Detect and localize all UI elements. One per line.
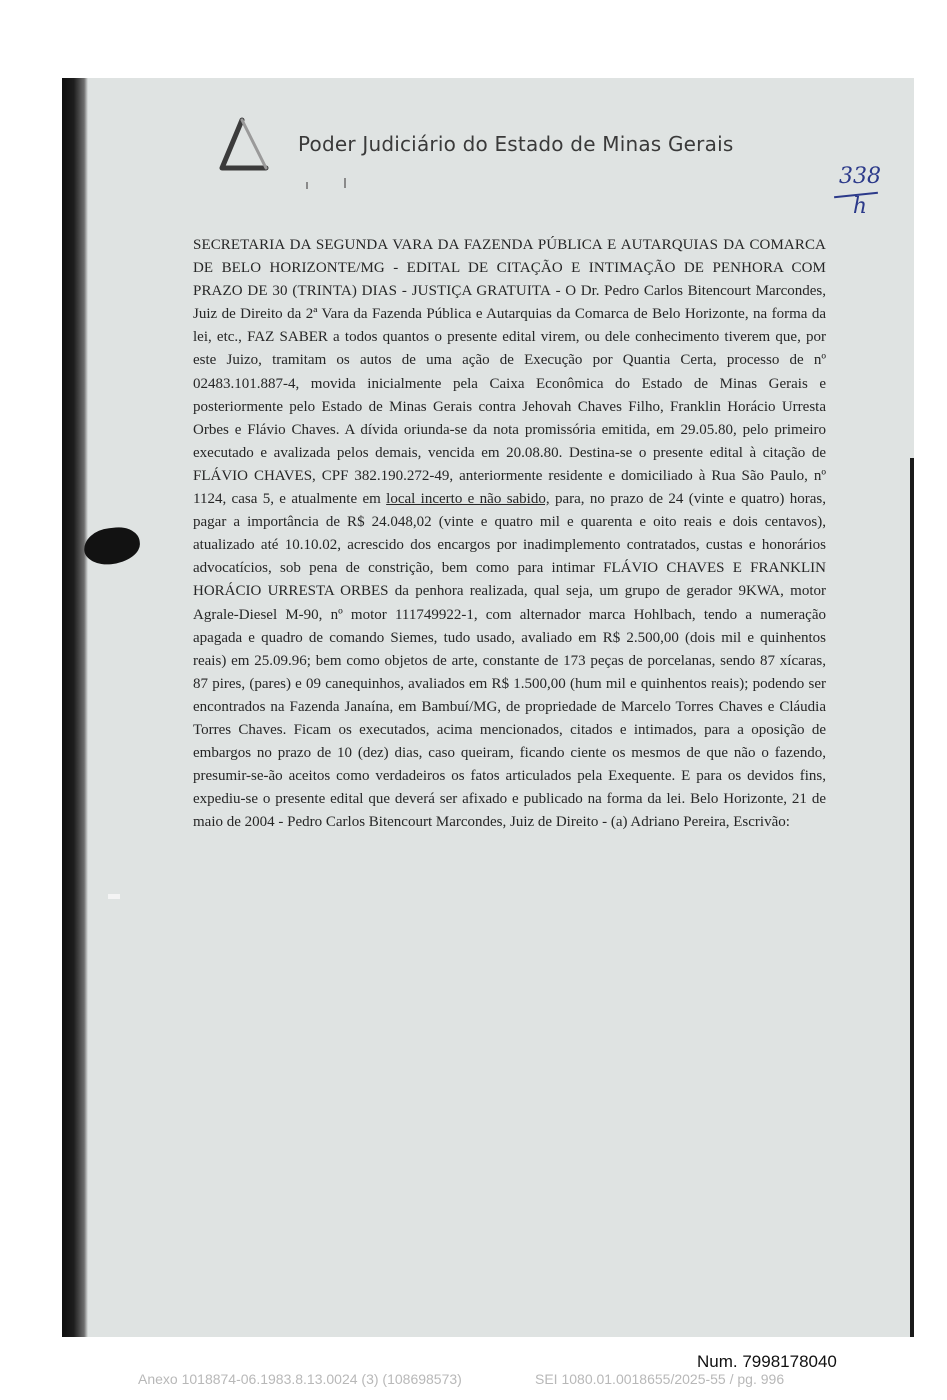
- scan-speck: [344, 178, 346, 188]
- judiciary-triangle-logo: [216, 114, 276, 174]
- scanned-page: [62, 78, 914, 1337]
- edital-text: [193, 234, 826, 834]
- edital-body-part-1: - O Dr. Pedro Carlos Bitencourt Marcondes, Juiz de Direito da 2ª Vara da Fazenda Pública e Autarquias da Comarca de Belo Horizonte, na forma da lei, etc., FAZ SABER a todos quantos o presente edital virem, ou dele conhecimento tiverem que, por este Juizo, tramitam os autos de uma ação de Execução por Quantia Certa, processo de nº 02483.101.887-4, movida inicialmente pela Caixa Econômica do Estado de Minas Gerais e posteriormente pelo Estado de Minas Gerais contra Jehovah Chaves Filho, Franklin Horácio Urresta Orbes e Flávio Chaves. A dívida oriunda-se da nota promissória emitida, em 29.05.80, pelo primeiro executado e avalizada pelos demais, vencida em 20.08.80. Destina-se o presente edital à citação de FLÁVIO CHAVES, CPF 382.190.272-49, anteriormente residente e domiciliado à Rua São Paulo, nº 1124, casa 5, e atualmente em: [193, 283, 827, 508]
- letterhead-title: Poder Judiciário do Estado de Minas Gerais: [298, 132, 734, 156]
- footer-annex-reference: Anexo 1018874-06.1983.8.13.0024 (3) (108698573): [138, 1371, 462, 1387]
- edital-body-part-2: para, no prazo de 24 (vinte e quatro) horas, pagar a importância de R$ 24.048,02 (vinte e quatro mil e quarenta e oito reais e dois centavos), atualizado até 10.10.02, acrescido dos encargos por inadimplemento contratados, custas e honorários advocatícios, sob pena de constrição, bem como para intimar FLÁVIO CHAVES E FRANKLIN HORÁCIO URRESTA ORBES da penhora realizada, qual seja, um grupo de gerador 9KWA, motor Agrale-Diesel M-90, nº motor 111749922-1, com alternador marca Hohlbach, tendo a numeração apagada e quadro de comando Siemes, tudo usado, avaliado em R$ 2.500,00 (dois mil e quinhentos reais) em 25.09.96; bem como objetos de arte, constante de 173 peças de porcelanas, sendo 87 xícaras, 87 pires, (pares) e 09 canequinhos, avaliados em R$ 1.500,00 (hum mil e quinhentos reais); podendo ser encontrados na Fazenda Janaína, em Bambuí/MG, de propriedade de Marcelo Torres Chaves e Cláudia Torres Chaves. Ficam os executados, acima mencionados, citados e intimados, para a oposição de embargos no prazo de 10 (dez) dias, caso queiram, ficando ciente os mesmos de que não o fazendo, presumir-se-ão aceitos como verdadeiros os fatos articulados pela Exequente. E para os devidos fins, expediu-se o presente edital que deverá ser afixado e publicado na forma da lei. Belo Horizonte, 21 de maio de 2004 - Pedro Carlos Bitencourt Marcondes, Juiz de Direito - (a) Adriano Pereira, Escrivão:: [193, 491, 827, 831]
- scan-speck: [108, 894, 120, 899]
- document-number-stamp: Num. 7998178040: [697, 1352, 837, 1371]
- folio-initial: h: [852, 194, 868, 219]
- edital-underlined-location: local incerto e não sabido,: [386, 491, 550, 508]
- folio-number: 338: [839, 164, 881, 189]
- scan-dark-edge-right: [910, 458, 914, 1337]
- scan-dark-edge: [62, 78, 88, 1337]
- edital-heading: SECRETARIA DA SEGUNDA VARA DA FAZENDA PÚBLICA E AUTARQUIAS DA COMARCA DE BELO HORIZONTE/MG - EDITAL DE CITAÇÃO E INTIMAÇÃO DE PENHORA COM PRAZO DE 30 (TRINTA) DIAS - JUSTIÇA GRATUITA: [193, 237, 826, 300]
- footer-sei-page-reference: SEI 1080.01.0018655/2025-55 / pg. 996: [535, 1371, 785, 1387]
- handwritten-folio-number: [832, 166, 888, 234]
- ink-blot-mark: [82, 525, 141, 567]
- scan-speck: [306, 182, 308, 189]
